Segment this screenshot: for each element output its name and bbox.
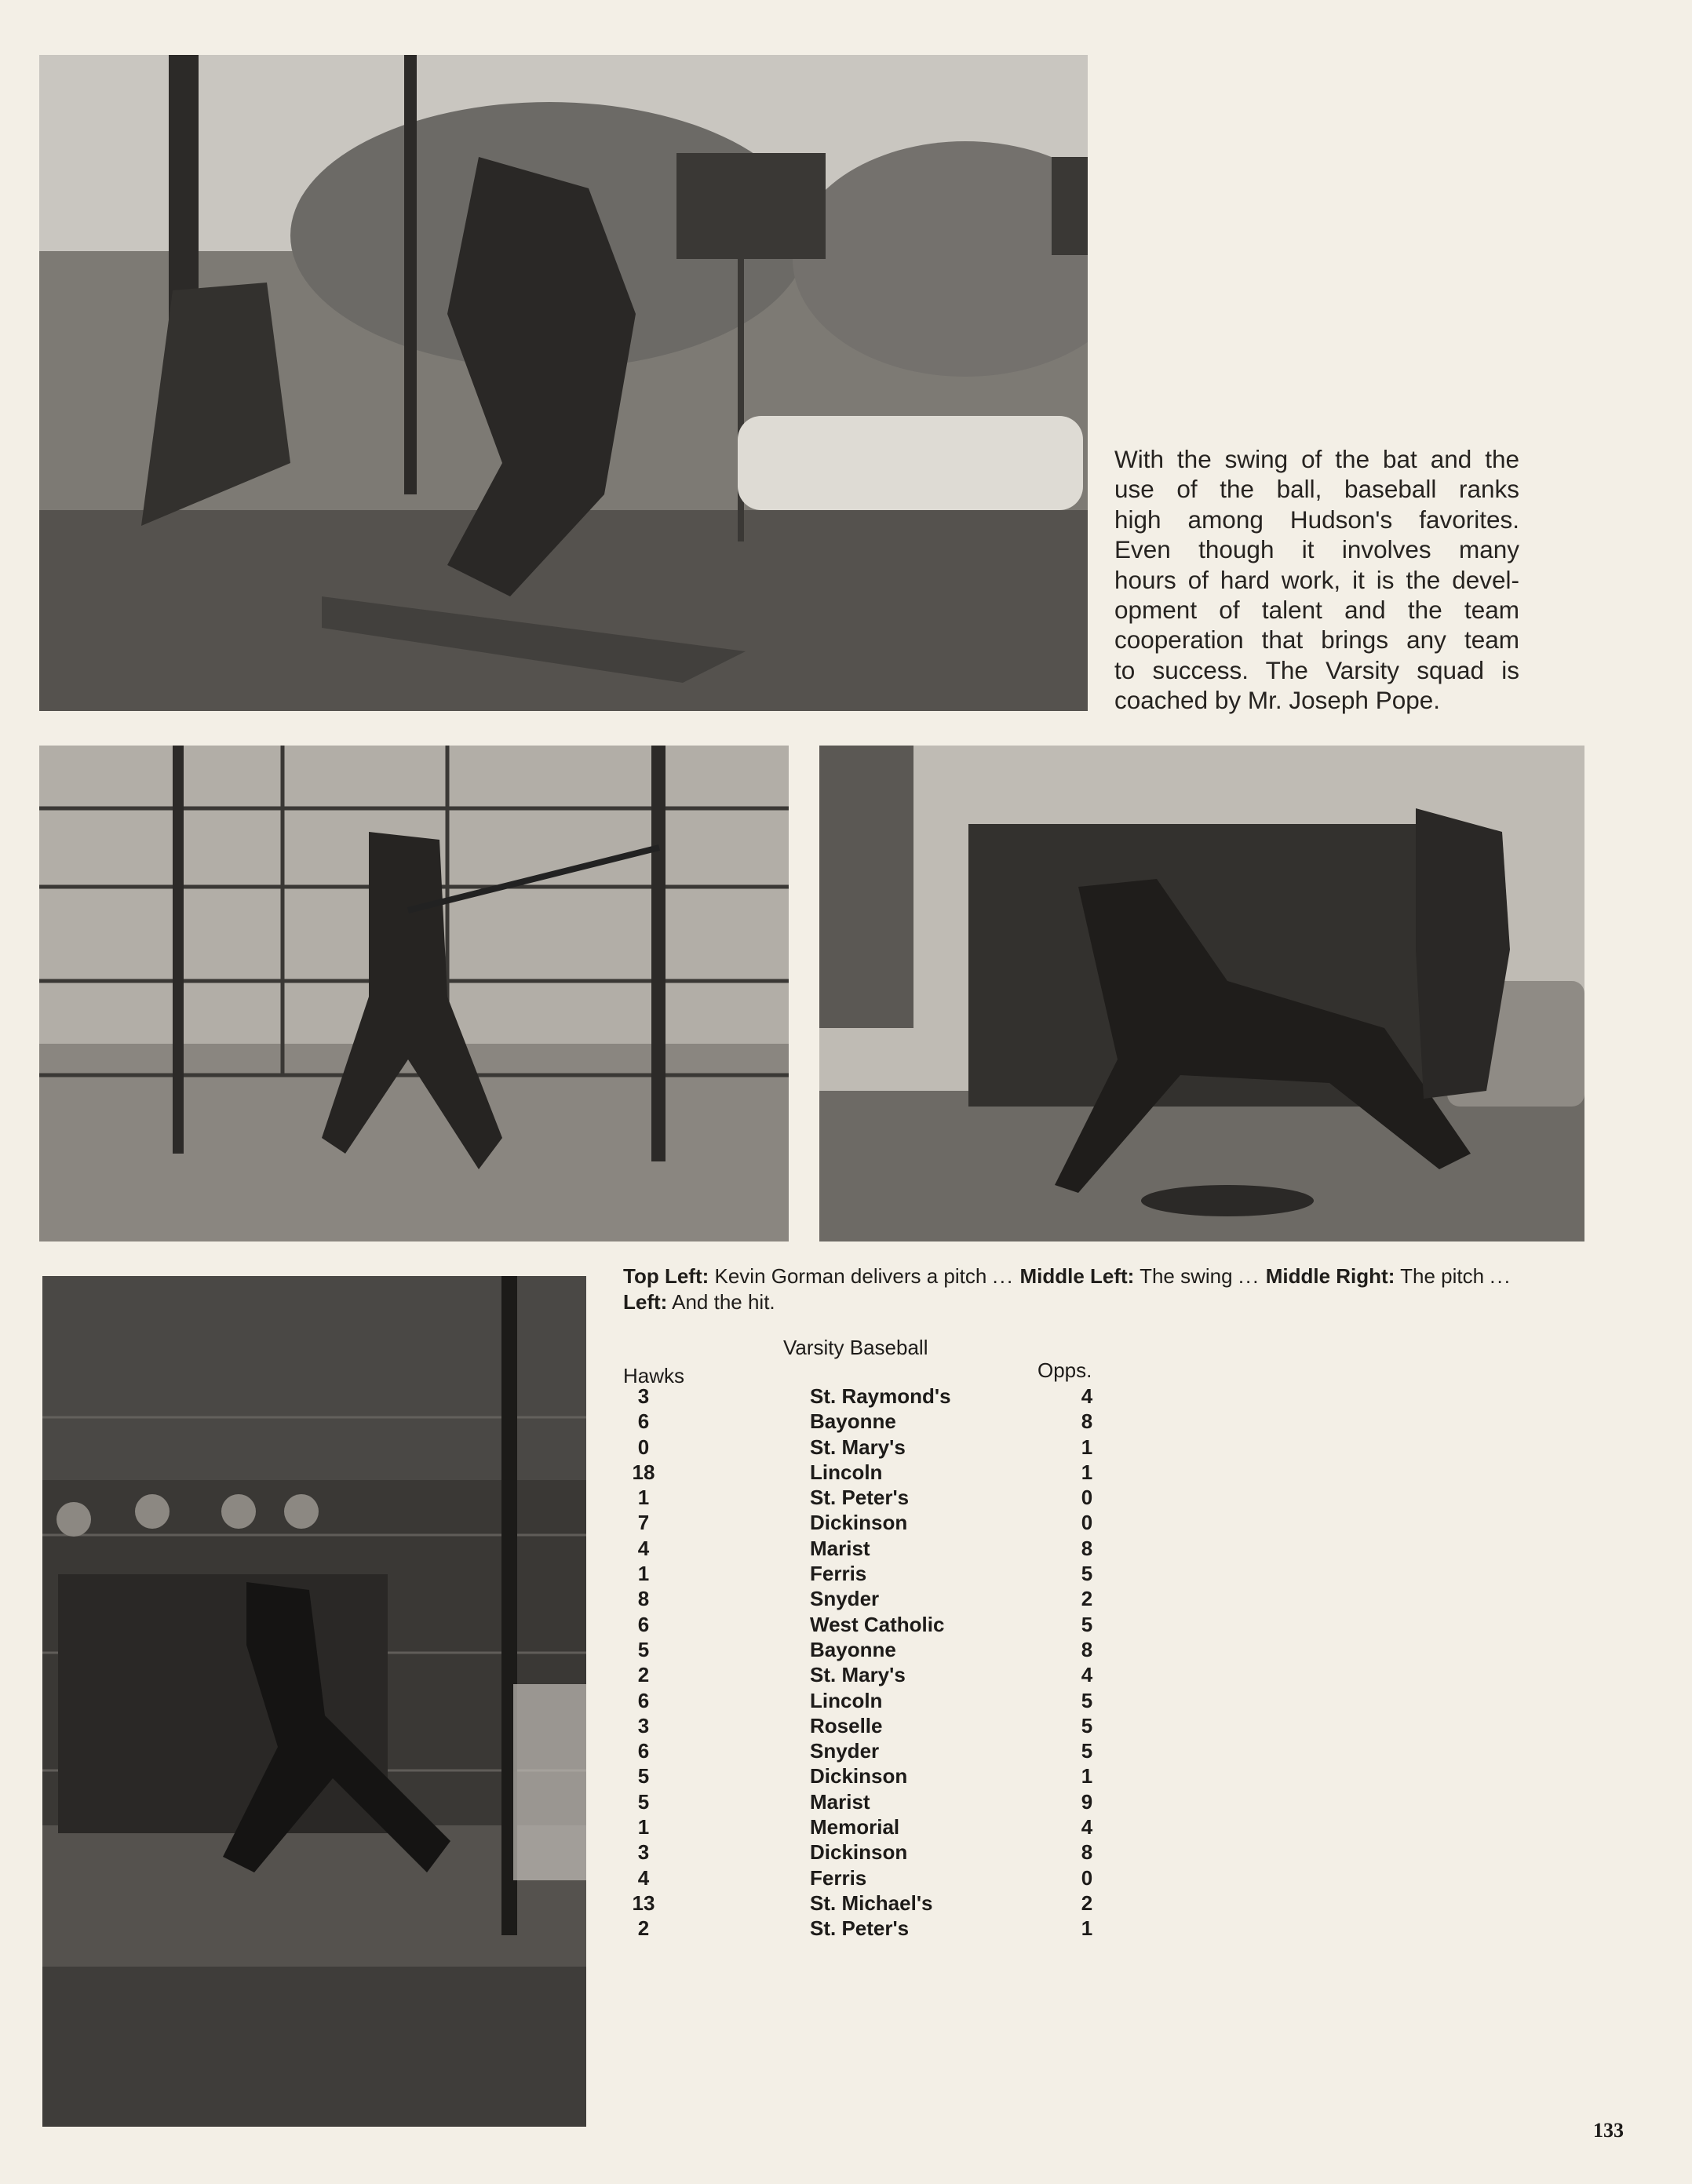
schedule-row (620, 1714, 1122, 1739)
opponent-name: St. Mary's (810, 1435, 906, 1459)
hawks-score: 3 (637, 1713, 650, 1737)
hawks-score: 3 (637, 1384, 650, 1408)
caption-text: And the hit. (667, 1290, 775, 1314)
opponent-name: Dickinson (810, 1764, 908, 1788)
intro-line: With the swing of the bat and the (1114, 445, 1519, 473)
hawks-score: 1 (637, 1486, 650, 1510)
schedule-row (620, 1739, 1122, 1764)
opponent-name: Ferris (810, 1865, 867, 1890)
opponent-name: St. Mary's (810, 1663, 906, 1687)
opps-score: 5 (1081, 1739, 1093, 1763)
opps-score: 2 (1081, 1890, 1093, 1915)
schedule-row (620, 1866, 1122, 1891)
opponent-name: Snyder (810, 1739, 880, 1763)
opponent-name: St. Michael's (810, 1890, 933, 1915)
caption-label-left: Left: (623, 1290, 668, 1314)
opps-score: 1 (1081, 1764, 1093, 1788)
caption-label-middle-right: Middle Right: (1265, 1264, 1395, 1288)
photo-caption (623, 1263, 1526, 1315)
caption-text: The pitch (1395, 1264, 1490, 1288)
opponent-name: Roselle (810, 1713, 883, 1737)
intro-line: Even though it involves many (1114, 535, 1519, 564)
opps-score: 8 (1081, 1840, 1093, 1865)
photo-top-left-pitcher (39, 55, 1088, 711)
opponent-name: St. Raymond's (810, 1384, 951, 1408)
opps-score: 5 (1081, 1612, 1093, 1636)
opps-score: 2 (1081, 1587, 1093, 1611)
caption-text: Kevin Gorman delivers a pitch (709, 1264, 993, 1288)
opponent-name: Bayonne (810, 1409, 896, 1434)
opps-score: 0 (1081, 1486, 1093, 1510)
opps-score: 9 (1081, 1789, 1093, 1814)
hawks-score: 0 (637, 1435, 650, 1459)
opps-score: 4 (1081, 1663, 1093, 1687)
schedule-row (620, 1486, 1122, 1511)
opps-score: 8 (1081, 1536, 1093, 1560)
intro-line: high among Hudson's favorites. (1114, 505, 1519, 534)
opponent-name: Snyder (810, 1587, 880, 1611)
hawks-score: 5 (637, 1764, 650, 1788)
hawks-score: 6 (637, 1739, 650, 1763)
hawks-score: 3 (637, 1840, 650, 1865)
opponent-name: Ferris (810, 1562, 867, 1586)
schedule-table (620, 1384, 1122, 1942)
hawks-score: 2 (637, 1916, 650, 1941)
schedule-row (620, 1613, 1122, 1638)
intro-line: coached by Mr. Joseph Pope. (1114, 686, 1441, 715)
schedule-row (620, 1815, 1122, 1840)
schedule-row (620, 1689, 1122, 1714)
opponent-name: Dickinson (810, 1511, 908, 1535)
opps-score: 8 (1081, 1637, 1093, 1661)
hawks-score: 4 (637, 1536, 650, 1560)
intro-line: to success. The Varsity squad is (1114, 655, 1519, 684)
schedule-row (620, 1460, 1122, 1486)
schedule-row (620, 1435, 1122, 1460)
hawks-column-header: Hawks (623, 1364, 685, 1387)
opps-score: 4 (1081, 1815, 1093, 1839)
hawks-score: 1 (637, 1815, 650, 1839)
schedule-row (620, 1384, 1122, 1409)
opps-score: 1 (1081, 1460, 1093, 1484)
intro-paragraph (1114, 444, 1519, 716)
photo-bottom-left-hit (42, 1276, 586, 2127)
opps-score: 8 (1081, 1409, 1093, 1434)
schedule-title: Varsity Baseball (783, 1336, 928, 1359)
schedule-row (620, 1638, 1122, 1663)
caption-ellipsis: ... (1490, 1264, 1511, 1288)
schedule-row (620, 1562, 1122, 1587)
opps-score: 1 (1081, 1916, 1093, 1941)
caption-label-top-left: Top Left: (623, 1264, 709, 1288)
photo-middle-left-swing (39, 746, 789, 1241)
hawks-score: 18 (632, 1460, 655, 1484)
hawks-score: 6 (637, 1612, 650, 1636)
schedule-row (620, 1891, 1122, 1916)
schedule-row (620, 1916, 1122, 1942)
hawks-score: 7 (637, 1511, 650, 1535)
hawks-score: 1 (637, 1562, 650, 1586)
opponent-name: Lincoln (810, 1460, 883, 1484)
page-number: 133 (1593, 2119, 1624, 2142)
opponent-name: Bayonne (810, 1637, 896, 1661)
caption-ellipsis: ... (992, 1264, 1015, 1288)
hawks-score: 8 (637, 1587, 650, 1611)
opponent-name: West Catholic (810, 1612, 945, 1636)
opps-score: 0 (1081, 1511, 1093, 1535)
intro-line: opment of talent and the team (1114, 596, 1519, 625)
opps-score: 5 (1081, 1688, 1093, 1712)
caption-label-middle-left: Middle Left: (1019, 1264, 1135, 1288)
schedule-row (620, 1409, 1122, 1435)
schedule-row (620, 1663, 1122, 1688)
opps-column-header: Opps. (1037, 1358, 1092, 1382)
schedule-row (620, 1537, 1122, 1562)
opponent-name: St. Peter's (810, 1916, 910, 1941)
intro-line: cooperation that brings any team (1114, 625, 1519, 654)
hawks-score: 6 (637, 1688, 650, 1712)
opponent-name: Marist (810, 1789, 870, 1814)
hawks-score: 6 (637, 1409, 650, 1434)
hawks-score: 4 (637, 1865, 650, 1890)
schedule-row (620, 1840, 1122, 1865)
caption-text: The swing (1134, 1264, 1238, 1288)
opps-score: 5 (1081, 1713, 1093, 1737)
hawks-score: 13 (632, 1890, 655, 1915)
opps-score: 1 (1081, 1435, 1093, 1459)
hawks-score: 2 (637, 1663, 650, 1687)
intro-line: use of the ball, baseball ranks (1114, 475, 1519, 504)
opps-score: 0 (1081, 1865, 1093, 1890)
opps-score: 4 (1081, 1384, 1093, 1408)
caption-ellipsis: ... (1238, 1264, 1260, 1288)
opponent-name: Memorial (810, 1815, 900, 1839)
hawks-score: 5 (637, 1637, 650, 1661)
opponent-name: Dickinson (810, 1840, 908, 1865)
intro-line: hours of hard work, it is the devel- (1114, 565, 1519, 594)
photo-middle-right-pitch (819, 746, 1584, 1241)
schedule-row (620, 1764, 1122, 1789)
schedule-row (620, 1587, 1122, 1612)
hawks-score: 5 (637, 1789, 650, 1814)
opponent-name: St. Peter's (810, 1486, 910, 1510)
schedule-row (620, 1790, 1122, 1815)
opps-score: 5 (1081, 1562, 1093, 1586)
opponent-name: Marist (810, 1536, 870, 1560)
schedule-row (620, 1511, 1122, 1536)
opponent-name: Lincoln (810, 1688, 883, 1712)
